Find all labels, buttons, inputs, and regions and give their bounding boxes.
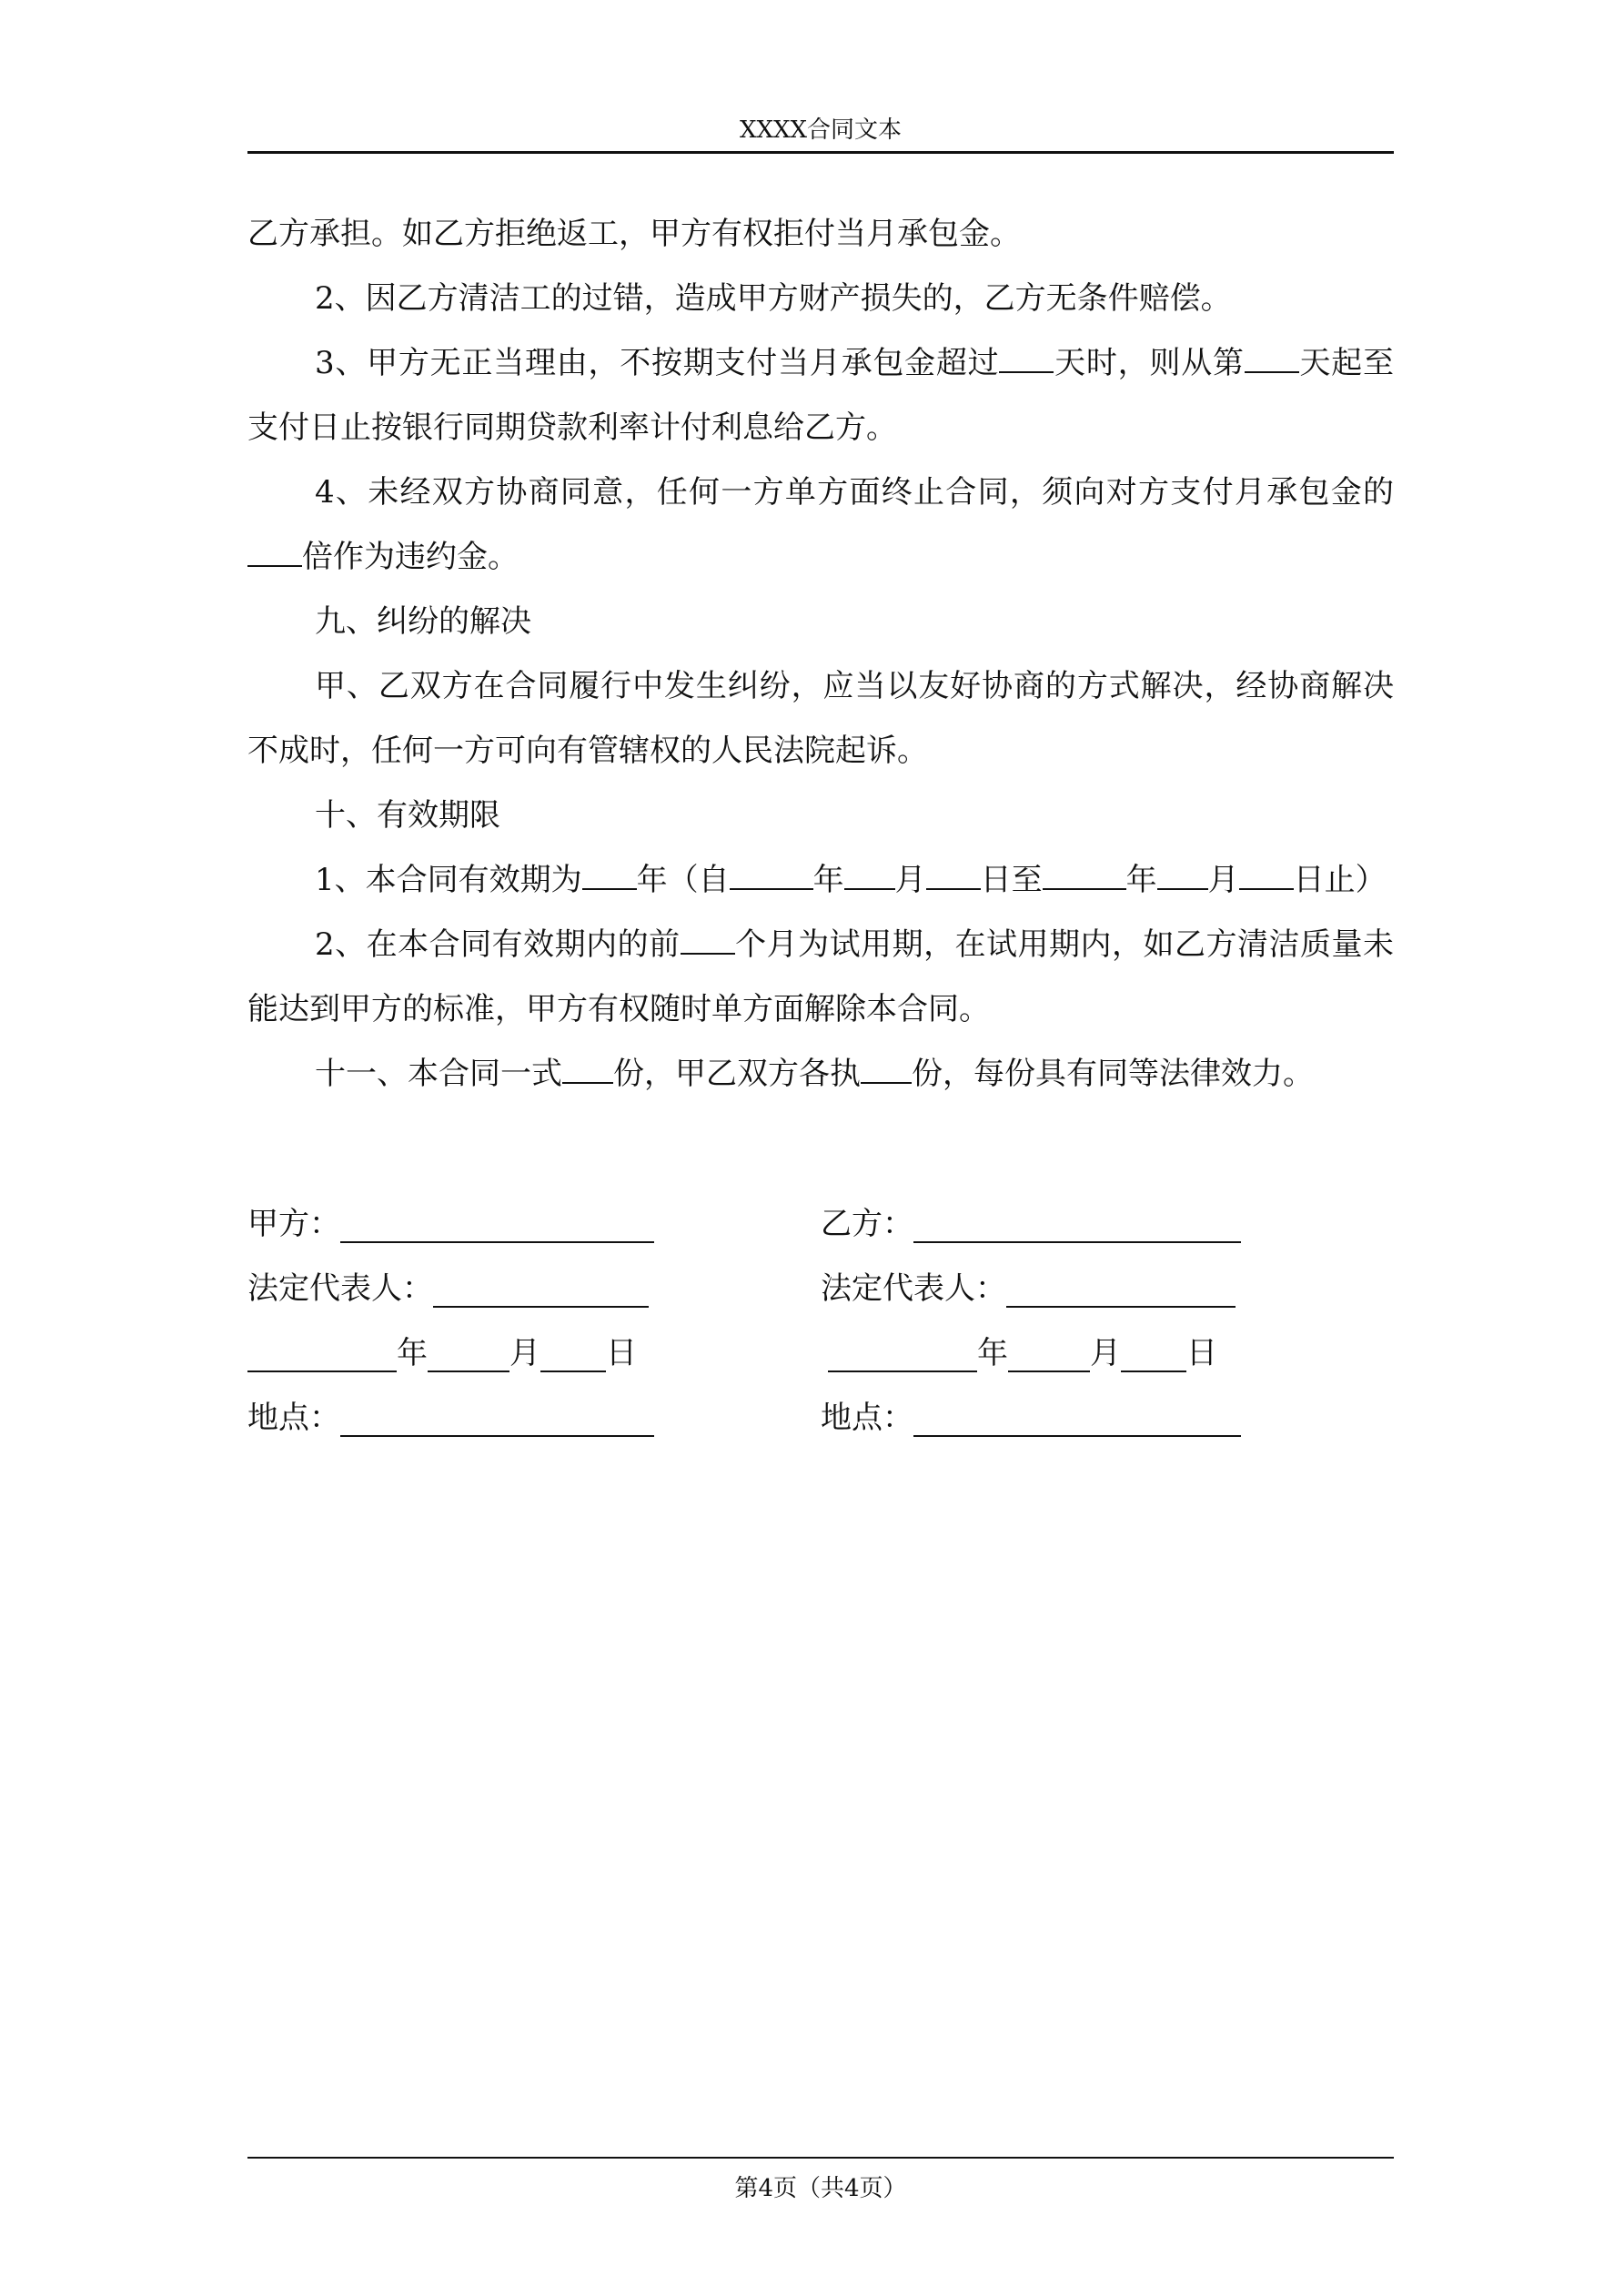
party-b-line[interactable] — [913, 1212, 1241, 1243]
blank-start-year[interactable] — [730, 861, 813, 890]
place-a-field — [247, 1395, 821, 1437]
signature-row-place — [247, 1395, 1394, 1460]
blank-start-month[interactable] — [844, 861, 895, 890]
clause-10-1-h: 日止） — [1293, 862, 1387, 898]
party-b-field — [821, 1201, 1394, 1243]
date-a-month-label: 月 — [509, 1335, 540, 1371]
clause-10-2 — [247, 913, 1394, 1042]
clause-10-1-b: 年（自 — [636, 862, 730, 898]
date-b-field — [813, 1330, 1394, 1372]
rep-b-field — [821, 1266, 1394, 1308]
signature-row-date — [247, 1330, 1394, 1395]
signature-row-rep — [247, 1266, 1394, 1330]
place-b-field — [821, 1395, 1394, 1437]
date-a-day-label: 日 — [606, 1335, 637, 1371]
blank-day-number[interactable] — [1245, 344, 1299, 373]
page-number: 第4页（共4页） — [734, 2175, 907, 2202]
rep-a-line[interactable] — [433, 1277, 649, 1308]
rep-a-field — [247, 1266, 821, 1308]
clause-11 — [247, 1042, 1394, 1107]
blank-multiple[interactable] — [247, 538, 302, 567]
party-a-line[interactable] — [340, 1212, 654, 1243]
clause-11-a: 十一、本合同一式 — [315, 1056, 562, 1092]
blank-trial-months[interactable] — [681, 925, 735, 955]
date-b-year-line[interactable] — [828, 1341, 977, 1372]
rep-b-line[interactable] — [1006, 1277, 1236, 1308]
place-b-line[interactable] — [913, 1406, 1241, 1437]
date-b-month-line[interactable] — [1008, 1341, 1090, 1372]
clause-10-2-a: 2、在本合同有效期内的前 — [315, 926, 681, 963]
date-a-day-line[interactable] — [540, 1341, 606, 1372]
clause-11-b: 份，甲乙双方各执 — [613, 1056, 861, 1092]
clause-3 — [247, 331, 1394, 460]
clause-2: 2、因乙方清洁工的过错，造成甲方财产损失的，乙方无条件赔偿。 — [315, 280, 1232, 317]
clause-10-1-e: 日至 — [980, 862, 1043, 898]
blank-copies[interactable] — [562, 1055, 613, 1084]
page-footer — [247, 2157, 1394, 2203]
clause-10-1-c: 年 — [812, 862, 844, 898]
blank-years[interactable] — [582, 861, 637, 890]
clause-10-1-f: 年 — [1125, 862, 1157, 898]
date-b-year-label: 年 — [977, 1335, 1008, 1371]
clause-3-part-c: 天起至支付日止按银行同期贷款利率计付利息给乙方。 — [247, 345, 1395, 446]
blank-copies-each[interactable] — [861, 1055, 912, 1084]
rep-b-label: 法定代表人： — [821, 1270, 1006, 1307]
paragraph-continuation: 乙方承担。如乙方拒绝返工，甲方有权拒付当月承包金。 — [247, 216, 1021, 252]
date-a-year-label: 年 — [397, 1335, 428, 1371]
blank-start-day[interactable] — [926, 861, 981, 890]
date-b-day-line[interactable] — [1121, 1341, 1186, 1372]
signature-row-party — [247, 1201, 1394, 1266]
blank-end-month[interactable] — [1157, 861, 1208, 890]
contract-body — [247, 202, 1394, 1107]
party-a-field — [247, 1201, 821, 1243]
blank-end-day[interactable] — [1239, 861, 1294, 890]
page-header — [247, 109, 1394, 154]
clause-10-2-b: 个月为试用期，在试用期内，如乙方清洁质量未能达到甲方的标准，甲方有权随时单方面解除本合同。 — [247, 926, 1395, 1027]
section-10-heading: 十、有效期限 — [315, 797, 500, 834]
signature-block — [247, 1201, 1394, 1460]
blank-end-year[interactable] — [1043, 861, 1126, 890]
clause-3-part-a: 3、甲方无正当理由，不按期支付当月承包金超过 — [315, 345, 1000, 381]
place-a-label: 地点： — [247, 1400, 340, 1436]
clause-4-part-a: 4、未经双方协商同意，任何一方单方面终止合同，须向对方支付月承包金的 — [315, 474, 1394, 511]
clause-10-1-g: 月 — [1207, 862, 1239, 898]
section-9-heading: 九、纠纷的解决 — [315, 603, 531, 640]
date-a-year-line[interactable] — [247, 1341, 397, 1372]
date-b-day-label: 日 — [1186, 1335, 1217, 1371]
clause-3-part-b: 天时，则从第 — [1054, 345, 1245, 381]
blank-days[interactable] — [999, 344, 1054, 373]
date-a-month-line[interactable] — [428, 1341, 509, 1372]
party-a-label: 甲方： — [247, 1206, 340, 1242]
clause-10-1 — [247, 848, 1394, 913]
clause-4-part-b: 倍作为违约金。 — [302, 539, 519, 575]
place-b-label: 地点： — [821, 1400, 913, 1436]
clause-10-1-d: 月 — [894, 862, 926, 898]
clause-4 — [247, 460, 1394, 590]
clause-10-1-a: 1、本合同有效期为 — [315, 862, 582, 898]
clause-11-c: 份，每份具有同等法律效力。 — [912, 1056, 1314, 1092]
party-b-label: 乙方： — [821, 1206, 913, 1242]
rep-a-label: 法定代表人： — [247, 1270, 433, 1307]
header-title: XXXX合同文本 — [739, 116, 903, 144]
place-a-line[interactable] — [340, 1406, 654, 1437]
date-b-month-label: 月 — [1090, 1335, 1121, 1371]
section-9-text: 甲、乙双方在合同履行中发生纠纷，应当以友好协商的方式解决，经协商解决不成时，任何一方可向有管辖权的人民法院起诉。 — [247, 668, 1394, 769]
date-a-field — [247, 1330, 813, 1372]
